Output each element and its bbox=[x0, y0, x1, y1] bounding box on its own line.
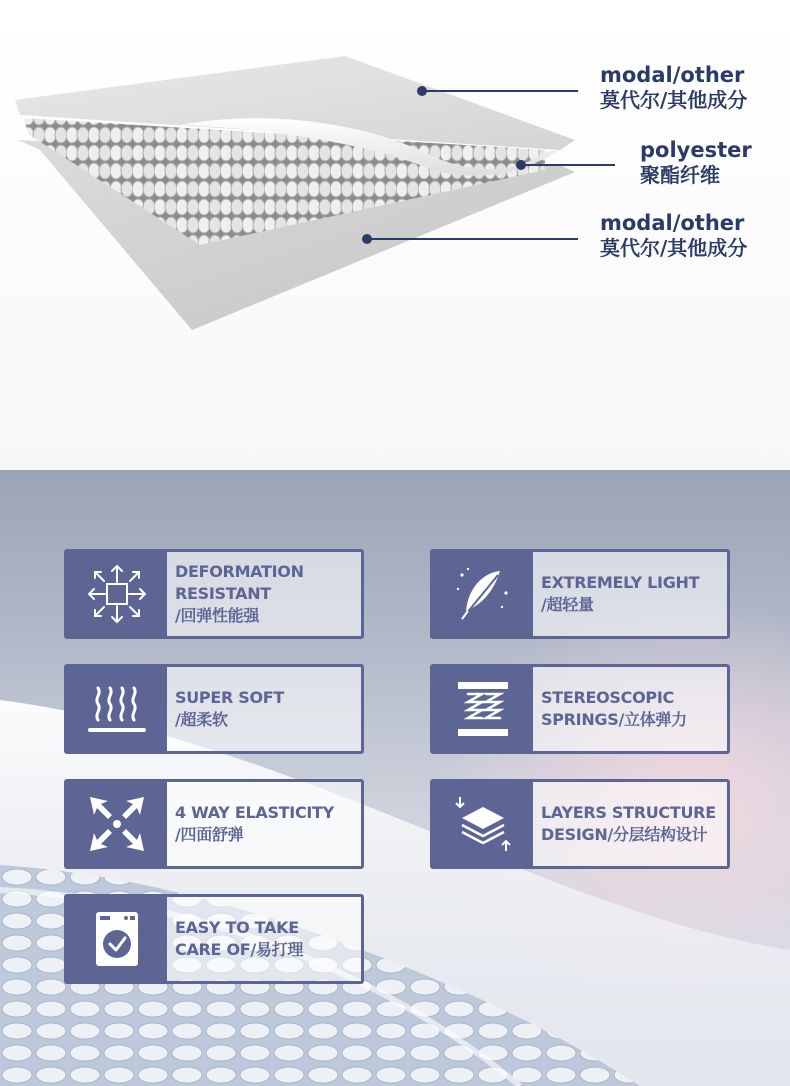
feature-text bbox=[533, 782, 727, 866]
feather-icon bbox=[452, 563, 514, 625]
layer-label-bottom bbox=[600, 210, 747, 261]
fabric-layer-diagram bbox=[0, 0, 790, 470]
feature-card-easy-care bbox=[64, 894, 364, 984]
feature-line: DESIGN/分层结构设计 bbox=[541, 825, 708, 844]
feature-icon-box bbox=[433, 552, 533, 636]
layer-label-middle bbox=[640, 137, 752, 188]
feature-section bbox=[0, 470, 790, 1086]
feature-card-stereoscopic-springs bbox=[430, 664, 730, 754]
feature-line: /超轻量 bbox=[541, 595, 594, 614]
spring-icon bbox=[452, 678, 514, 740]
feature-line: SPRINGS/立体弹力 bbox=[541, 710, 687, 729]
feature-card-deformation-resistant bbox=[64, 549, 364, 639]
feature-line: CARE OF/易打理 bbox=[175, 940, 304, 959]
feature-line: LAYERS STRUCTURE bbox=[541, 803, 716, 822]
leader-dot bbox=[417, 86, 427, 96]
feature-text bbox=[167, 667, 361, 751]
feature-line: STEREOSCOPIC bbox=[541, 688, 674, 707]
feature-line: RESISTANT bbox=[175, 584, 271, 603]
leader-dot bbox=[362, 234, 372, 244]
deformation-arrows-icon bbox=[86, 563, 148, 625]
layer-label-top bbox=[600, 62, 747, 113]
feature-icon-box bbox=[433, 782, 533, 866]
feature-card-layers-structure bbox=[430, 779, 730, 869]
feature-line: /超柔软 bbox=[175, 710, 228, 729]
feature-line: SUPER SOFT bbox=[175, 688, 285, 707]
feature-icon-box bbox=[67, 782, 167, 866]
four-way-arrows-icon bbox=[86, 793, 148, 855]
layer-label-zh: 莫代尔/其他成分 bbox=[600, 236, 748, 261]
layers-icon bbox=[452, 793, 514, 855]
layer-label-en: modal/other bbox=[600, 211, 745, 235]
layer-label-zh: 聚酯纤维 bbox=[640, 163, 720, 188]
feature-line: 4 WAY ELASTICITY bbox=[175, 803, 334, 822]
feature-text bbox=[533, 552, 727, 636]
layer-label-en: modal/other bbox=[600, 63, 745, 87]
feature-line: DEFORMATION bbox=[175, 562, 304, 581]
feature-icon-box bbox=[433, 667, 533, 751]
feature-icon-box bbox=[67, 897, 167, 981]
feature-text bbox=[167, 897, 361, 981]
feature-card-extremely-light bbox=[430, 549, 730, 639]
feature-line: EASY TO TAKE bbox=[175, 918, 299, 937]
layer-label-en: polyester bbox=[640, 138, 752, 162]
feature-line: EXTREMELY LIGHT bbox=[541, 573, 700, 592]
feature-card-super-soft bbox=[64, 664, 364, 754]
feature-text bbox=[167, 552, 361, 636]
feature-icon-box bbox=[67, 552, 167, 636]
feature-icon-box bbox=[67, 667, 167, 751]
feature-text bbox=[533, 667, 727, 751]
feature-line: /回弹性能强 bbox=[175, 606, 260, 625]
feature-card-four-way-elasticity bbox=[64, 779, 364, 869]
layer-label-zh: 莫代尔/其他成分 bbox=[600, 88, 748, 113]
soft-waves-icon bbox=[86, 678, 148, 740]
washing-machine-icon bbox=[86, 908, 148, 970]
feature-line: /四面舒弹 bbox=[175, 825, 244, 844]
leader-dot bbox=[516, 160, 526, 170]
feature-text bbox=[167, 782, 361, 866]
